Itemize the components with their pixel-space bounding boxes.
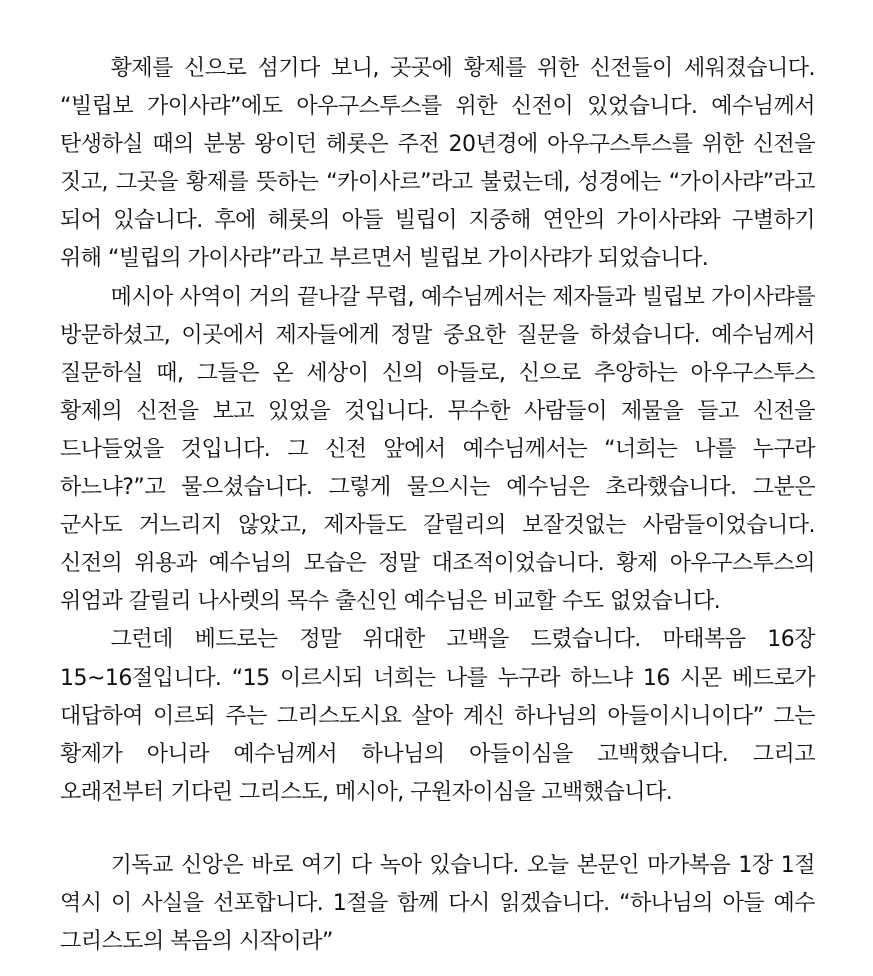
paragraph-4: 기독교 신앙은 바로 여기 다 녹아 있습니다. 오늘 본문인 마가복음 1장 1절 역시 이 사실을 선포합니다. 1절을 함께 다시 읽겠습니다. “하나님의 아들 예수 그리스도의 복음의 시작이라” bbox=[60, 852, 815, 955]
paragraph-2: 메시아 사역이 거의 끝나갈 무렵, 예수님께서는 제자들과 빌립보 가이사랴를 방문하셨고, 이곳에서 제자들에게 정말 중요한 질문을 하셨습니다. 예수님께서 질문하실 때, 그들은 온 세상이 신의 아들로, 신으로 추앙하는 아우구스투스 황제의 신전을 보고 있었을 것입니다. 무수한 사람들이 제물을 들고 신전을 드나들었을 것입니다. 그 신전 앞에서 예수님께서는 “너희는 나를 누구라 하느냐?”고 물으셨습니다. 그렇게 물으시는 예수님은 초라했습니다. 그분은 군사도 거느리지 않았고, 제자들도 갈릴리의 보잘것없는 사람들이었습니다. 신전의 위용과 예수님의 모습은 정말 대조적이었습니다. 황제 아우구스투스의 위엄과 갈릴리 나사렛의 목수 출신인 예수님은 비교할 수도 없었습니다. bbox=[60, 284, 815, 615]
paragraph-spacer bbox=[60, 812, 815, 847]
paragraph-3: 그런데 베드로는 정말 위대한 고백을 드렸습니다. 마태복음 16장 15~16절입니다. “15 이르시되 너희는 나를 누구라 하느냐 16 시몬 베드로가 대답하여 이르되 주는 그리스도시요 살아 계신 하나님의 아들이시니이다” 그는 황제가 아니라 예수님께서 하나님의 아들이심을 고백했습니다. 그리고 오래전부터 기다린 그리스도, 메시아, 구원자이심을 고백했습니다. bbox=[60, 627, 815, 805]
paragraph-1: 황제를 신으로 섬기다 보니, 곳곳에 황제를 위한 신전들이 세워졌습니다. “빌립보 가이사랴”에도 아우구스투스를 위한 신전이 있었습니다. 예수님께서 탄생하실 때의 분봉 왕이던 헤롯은 주전 20년경에 아우구스투스를 위한 신전을 짓고, 그곳을 황제를 뜻하는 “카이사르”라고 불렀는데, 성경에는 “가이사랴”라고 되어 있습니다. 후에 헤롯의 아들 빌립이 지중해 연안의 가이사랴와 구별하기 위해 “빌립의 가이사랴”라고 부르면서 빌립보 가이사랴가 되었습니다. bbox=[60, 56, 815, 272]
